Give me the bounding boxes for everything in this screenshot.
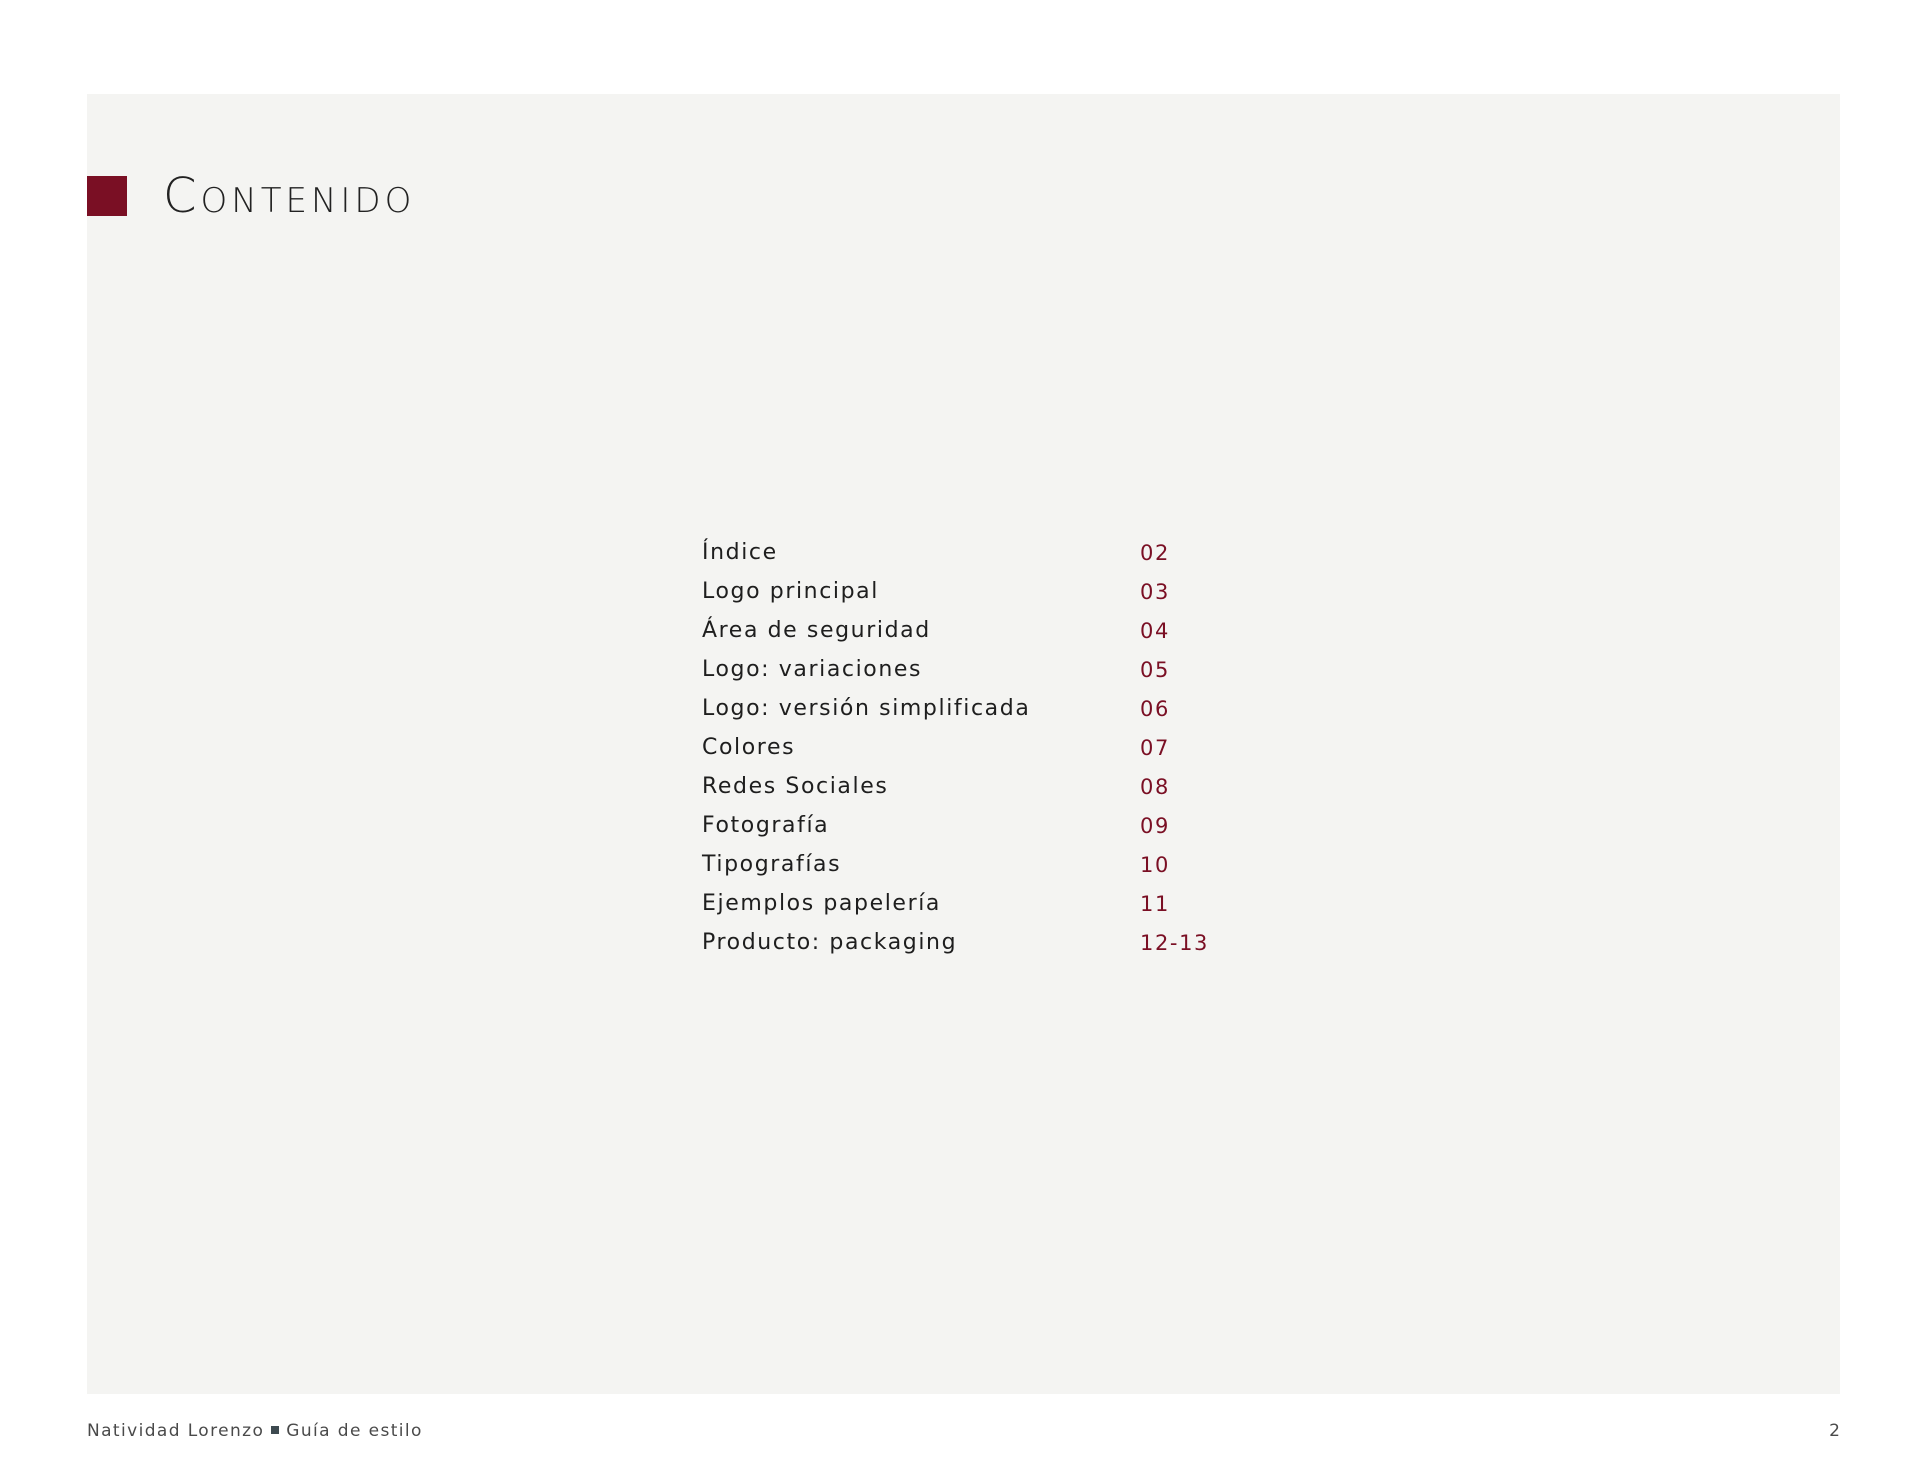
toc-item-label: Producto: packaging: [702, 930, 958, 955]
toc-item[interactable]: [702, 728, 1222, 767]
toc-item-page: 09: [1140, 813, 1170, 838]
toc-item-page: 06: [1140, 696, 1170, 721]
title-accent-square: [87, 176, 127, 216]
toc-item-page: 11: [1140, 891, 1170, 916]
toc-item-page: 05: [1140, 657, 1170, 682]
footer-document-title: Guía de estilo: [286, 1421, 423, 1441]
toc-item[interactable]: [702, 533, 1222, 572]
page-number: 2: [1829, 1421, 1840, 1441]
toc-item[interactable]: [702, 689, 1222, 728]
toc-item-page: 12-13: [1140, 930, 1210, 955]
toc-item-label: Fotografía: [702, 813, 830, 838]
toc-item[interactable]: [702, 884, 1222, 923]
toc-item-label: Logo principal: [702, 579, 879, 604]
toc-item[interactable]: [702, 845, 1222, 884]
toc-item[interactable]: [702, 767, 1222, 806]
toc-item[interactable]: [702, 923, 1222, 962]
footer-document-info: [87, 1421, 423, 1441]
toc-item-page: 02: [1140, 540, 1170, 565]
toc-item-label: Colores: [702, 735, 796, 760]
toc-item[interactable]: [702, 650, 1222, 689]
footer-separator-square: [271, 1426, 279, 1434]
toc-item[interactable]: [702, 611, 1222, 650]
toc-item-label: Redes Sociales: [702, 774, 889, 799]
toc-item-label: Logo: versión simplificada: [702, 696, 1031, 721]
toc-item-page: 10: [1140, 852, 1170, 877]
toc-item-label: Índice: [702, 540, 778, 565]
toc-item[interactable]: [702, 572, 1222, 611]
table-of-contents: [702, 533, 1222, 962]
toc-item[interactable]: [702, 806, 1222, 845]
toc-item-label: Ejemplos papelería: [702, 891, 942, 916]
toc-item-label: Tipografías: [702, 852, 842, 877]
footer-author: Natividad Lorenzo: [87, 1421, 265, 1441]
toc-item-page: 03: [1140, 579, 1170, 604]
toc-item-label: Logo: variaciones: [702, 657, 923, 682]
toc-item-page: 07: [1140, 735, 1170, 760]
toc-item-label: Área de seguridad: [702, 618, 931, 643]
page-title: Contenido: [163, 168, 416, 224]
toc-item-page: 08: [1140, 774, 1170, 799]
toc-item-page: 04: [1140, 618, 1170, 643]
